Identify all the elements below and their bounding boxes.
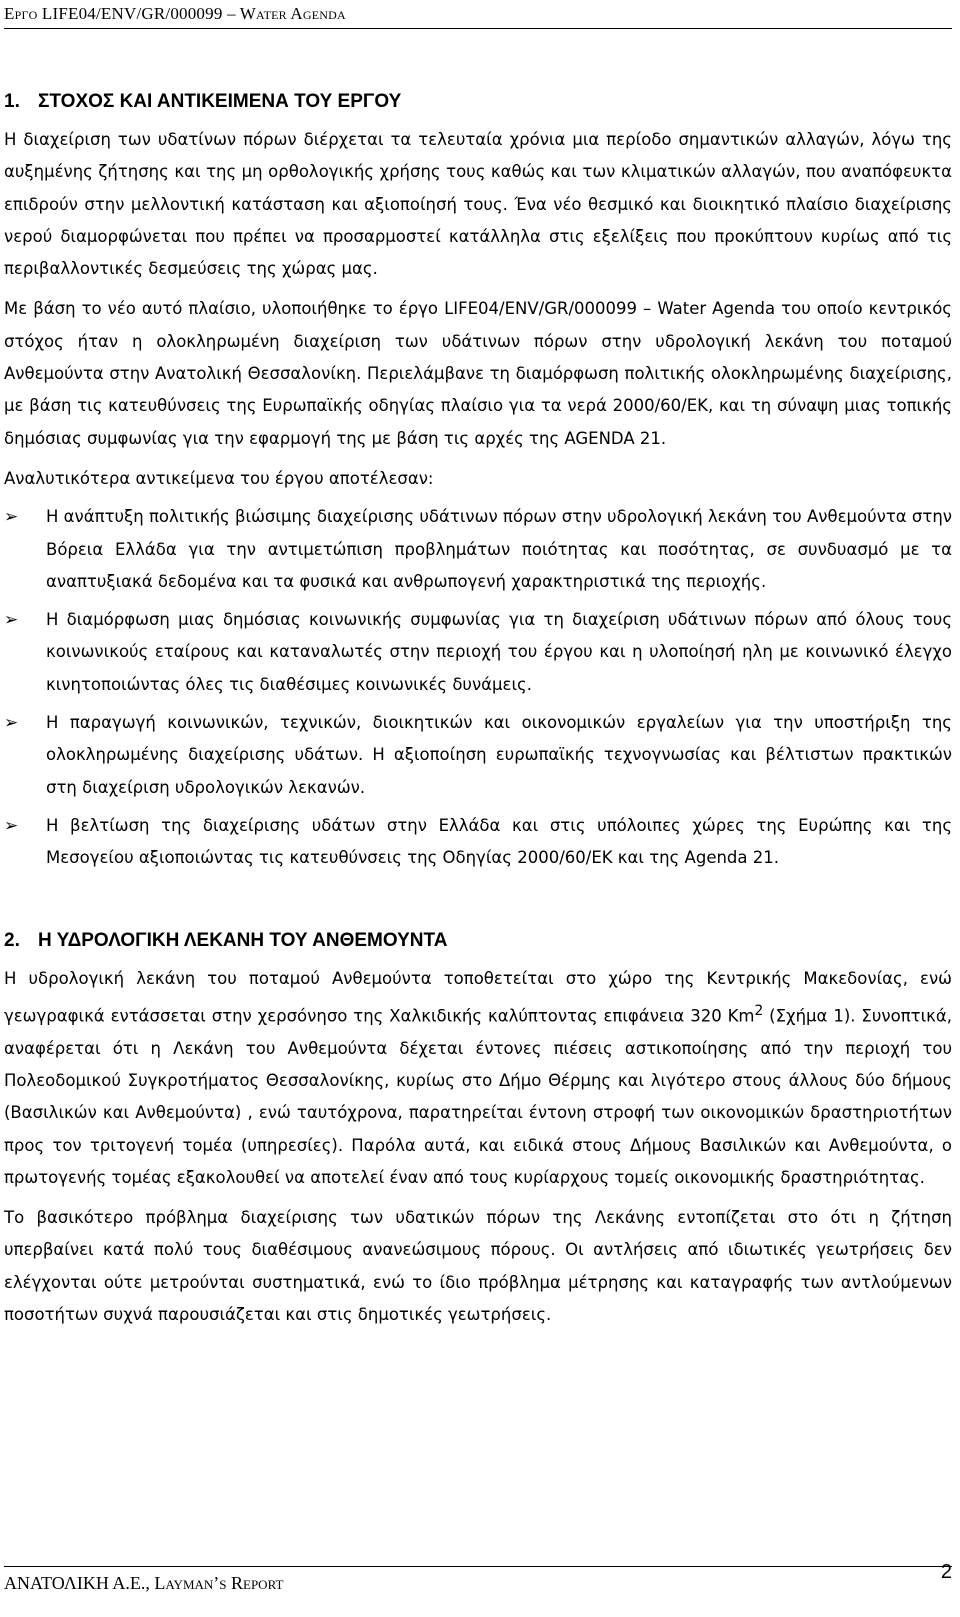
section-1-paragraph-1: Η διαχείριση των υδατίνων πόρων διέρχεται τα τελευταία χρόνια μια περίοδο σημαντικών αλλαγών, λόγω της αυξημένης ζήτησης και της μη ορθολογικής χρήσης τους καθώς και των κλιματικών αλλαγών, που αναπόφευκτα επιδρούν στην μελλοντική κατάσταση και αξιοποίησή τους. Ένα νέο θεσμικό και διοικητικό πλαίσιο διαχείρισης νερού διαμορφώνεται που πρέπει να προσαρμοστεί κατάλληλα στις εξελίξεις που προκύπτουν κυρίως από τις περιβαλλοντικές δεσμεύσεις της χώρας μας. <box>4 130 952 279</box>
list-item-text: Η βελτίωση της διαχείρισης υδάτων στην Ελλάδα και στις υπόλοιπες χώρες της Ευρώπης και της Μεσογείου αξιοποιώντας τις κατευθύνσεις της Οδηγίας 2000/60/ΕΚ και της Agenda 21. <box>46 815 952 868</box>
footer-text: ΑΝΑΤΟΛΙΚΗ Α.Ε., Layman’s Report <box>4 1573 284 1593</box>
page-footer <box>4 1561 952 1594</box>
list-item <box>4 604 952 701</box>
section-1-paragraph-2: Με βάση το νέο αυτό πλαίσιο, υλοποιήθηκε το έργο LIFE04/ENV/GR/000099 – Water Agenda του οποίο κεντρικός στόχος ήταν η ολοκληρωμένη διαχείριση των υδάτινων πόρων στην υδρολογική λεκάνη του ποταμού Ανθεμούντα στην Ανατολική Θεσσαλονίκη. Περιελάμβανε τη διαμόρφωση πολιτικής ολοκληρωμένης διαχείρισης, με βάση τις κατευθύνσεις της Ευρωπαϊκής οδηγίας πλαίσιο για τα νερά 2000/60/ΕΚ, και τη σύναψη μιας τοπικής δημόσιας συμφωνίας για την εφαρμογή της με βάση τις αρχές της AGENDA 21. <box>4 299 952 448</box>
section-2-paragraph-1 <box>4 963 952 1195</box>
page-header: Εργο LIFE04/ENV/GR/000099 – Water Agenda <box>4 4 952 29</box>
section-2-heading <box>4 925 952 957</box>
section-2-title: Η ΥΔΡΟΛΟΓΙΚΗ ΛΕΚΑΝΗ ΤΟΥ ΑΝΘΕΜΟΥΝΤΑ <box>38 929 448 951</box>
section-2-paragraph-1-start: Η υδρολογική λεκάνη του ποταμού Ανθεμούντα τοποθετείται στο χώρο της Κεντρικής Μακεδονίας, ενώ γεωγραφικά εντάσσεται στην χερσόνησο της Χαλκιδικής καλύπτοντας επιφάνεια 320 Km <box>4 968 952 1026</box>
section-1-number: 1. <box>4 91 20 112</box>
section-1-paragraph-3: Αναλυτικότερα αντικείμενα του έργου αποτέλεσαν: <box>4 468 434 488</box>
section-1-heading <box>4 86 952 118</box>
arrow-bullet-icon: ➢ <box>4 507 19 528</box>
objectives-list <box>4 501 952 874</box>
arrow-bullet-icon: ➢ <box>4 713 19 734</box>
list-item-text: Η διαμόρφωση μιας δημόσιας κοινωνικής συμφωνίας για τη διαχείριση υδάτινων πόρων από όλους τους κοινωνικούς εταίρους και καταναλωτές στην περιοχή του έργου και η υλοποίησή ηλη με κοινωνικό έλεγχο κινητοποιώντας όλες τις διαθέσιμες κοινωνικές δυνάμεις. <box>46 610 952 694</box>
section-2-paragraph-2: Το βασικότερο πρόβλημα διαχείρισης των υδατικών πόρων της Λεκάνης εντοπίζεται στο ότι η ζήτηση υπερβαίνει κατά πολύ τους διαθέσιμους ανανεώσιμους πόρους. Οι αντλήσεις από ιδιωτικές γεωτρήσεις δεν ελέγχονται ούτε μετρούνται συστηματικά, ενώ το ίδιο πρόβλημα μέτρησης και καταγραφής των αντλούμενων ποσοτήτων συχνά παρουσιάζεται και στις δημοτικές γεωτρήσεις. <box>4 1208 952 1324</box>
superscript-2: 2 <box>754 1002 764 1019</box>
list-item-text: Η παραγωγή κοινωνικών, τεχνικών, διοικητικών και οικονομικών εργαλείων για την υποστήριξη της ολοκληρωμένης διαχείρισης υδάτων. Η αξιοποίηση ευρωπαϊκής τεχνογνωσίας και βέλτιστων πρακτικών στη διαχείριση υδρολογικών λεκανών. <box>46 713 952 797</box>
list-item-text: Η ανάπτυξη πολιτικής βιώσιμης διαχείρισης υδάτινων πόρων στην υδρολογική λεκάνη του Ανθεμούντα στην Βόρεια Ελλάδα για την αντιμετώπιση προβλημάτων ποιότητας και ποσότητας, σε συνδυασμό με τα αναπτυξιακά δεδομένα και τα φυσικά και ανθρωπογενή χαρακτηριστικά της περιοχής. <box>46 507 952 591</box>
arrow-bullet-icon: ➢ <box>4 610 19 631</box>
list-item <box>4 501 952 598</box>
section-1-title: ΣΤΟΧΟΣ ΚΑΙ ΑΝΤΙΚΕΙΜΕΝΑ ΤΟΥ ΕΡΓΟΥ <box>38 91 402 112</box>
document-body <box>4 86 952 1331</box>
list-item <box>4 810 952 875</box>
arrow-bullet-icon: ➢ <box>4 815 19 836</box>
list-item <box>4 707 952 804</box>
section-2-paragraph-1-end: (Σχήμα 1). Συνοπτικά, αναφέρεται ότι η Λεκάνη του Ανθεμούντα δέχεται έντονες πιέσεις αστικοποίησης από την περιοχή του Πολεοδομικού Συγκροτήματος Θεσσαλονίκης, κυρίως στο Δήμο Θέρμης και λιγότερο στους άλλους δύο δήμους (Βασιλικών και Ανθεμούντα) , ενώ ταυτόχρονα, παρατηρείται έντονη στροφή των οικονομικών δραστηριοτήτων προς τον τριτογενή τομέα (υπηρεσίες). Παρόλα αυτά, και ειδικά στους Δήμους Βασιλικών και Ανθεμούντα, ο πρωτογενής τομέας εξακολουθεί να αποτελεί έναν από τους κυρίαρχους τομείς οικονομικής δραστηριότητας. <box>4 1006 952 1187</box>
section-2-number: 2. <box>4 929 20 951</box>
page-number: 2 <box>940 1561 952 1583</box>
